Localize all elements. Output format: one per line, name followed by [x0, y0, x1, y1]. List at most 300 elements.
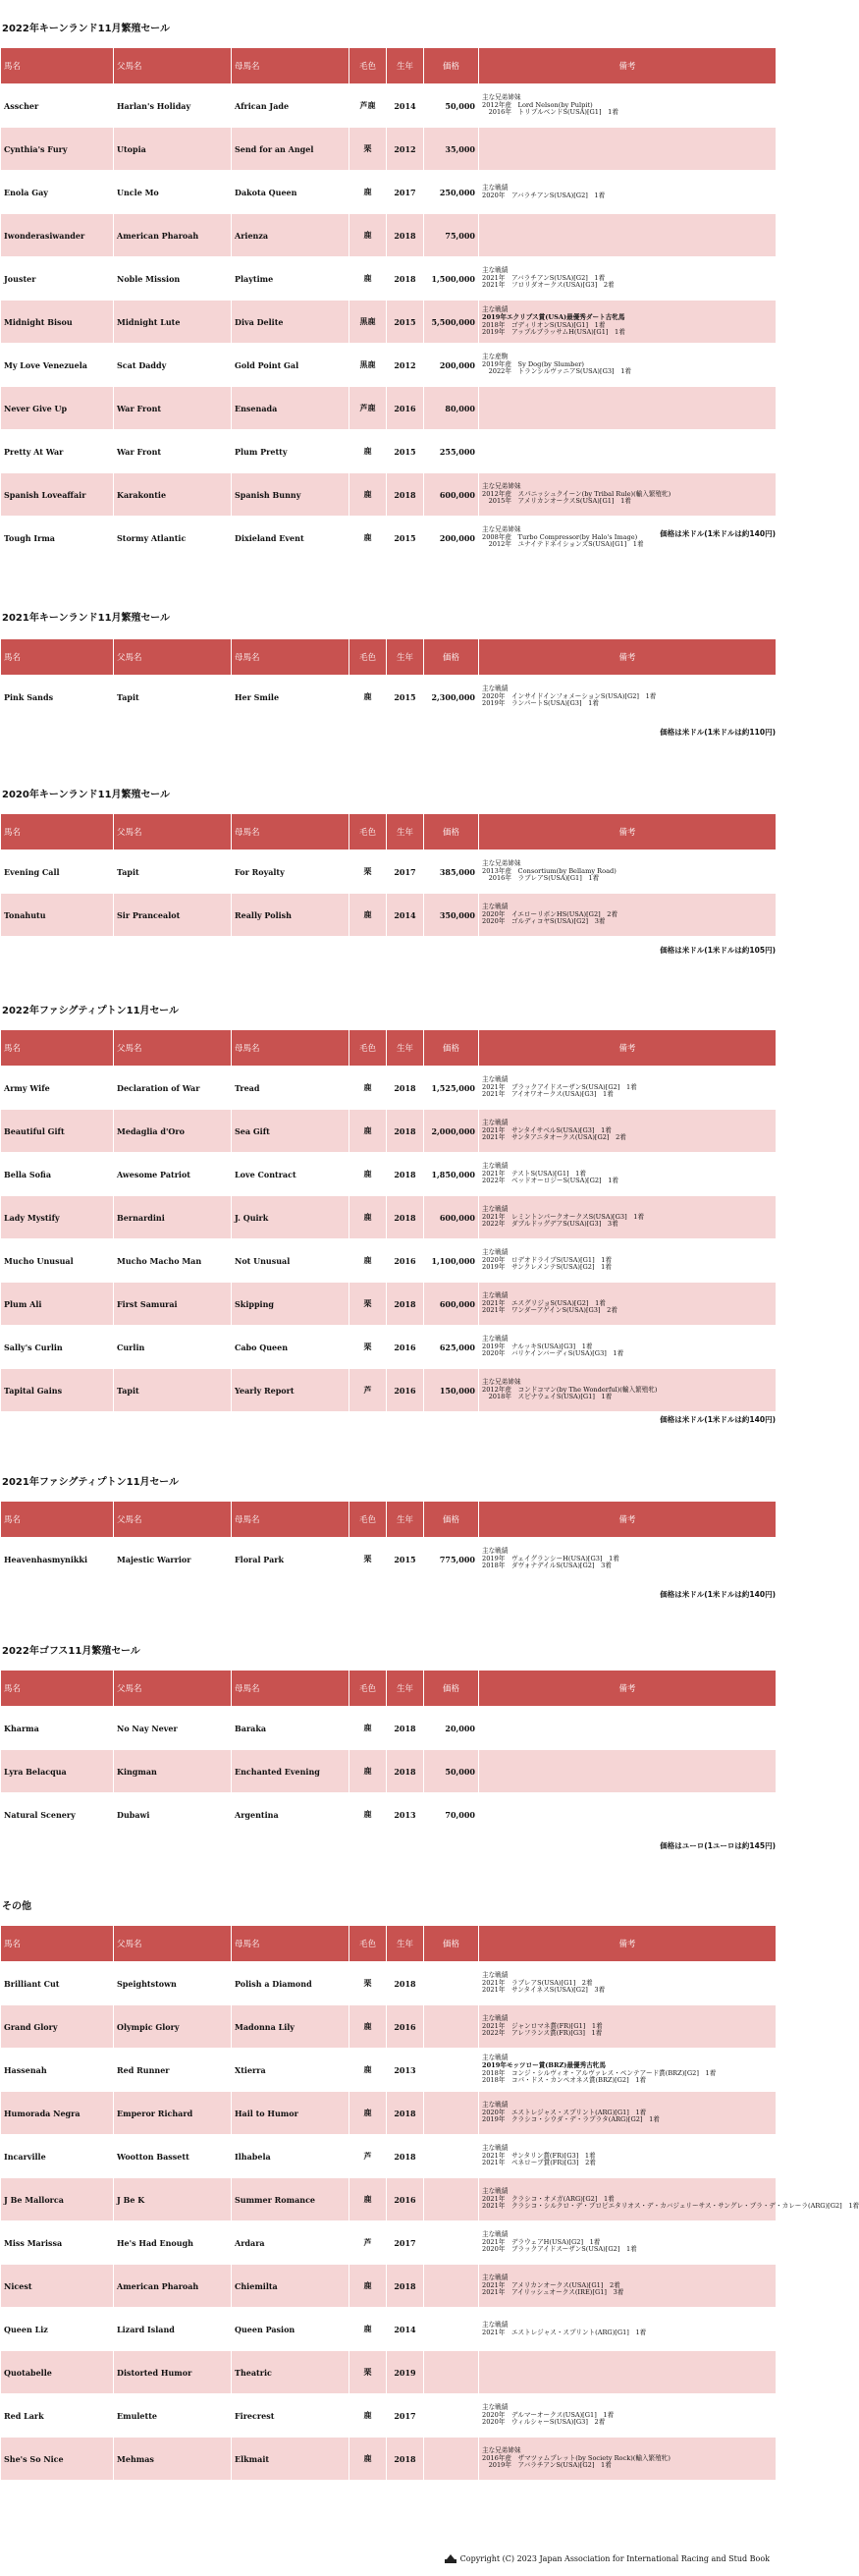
horse-name-cell: Quotabelle [1, 2351, 114, 2394]
table-row [1, 2308, 777, 2351]
price-cell: 1,525,000 [424, 1067, 479, 1110]
notes-line: 2021年 ラブレアS(USA)[G1] 2着 [482, 1978, 593, 1987]
notes-cell [479, 128, 777, 171]
birth-year-cell: 2015 [387, 517, 424, 560]
notes-cell [479, 1196, 777, 1239]
horse-name-cell: Lyra Belacqua [1, 1750, 114, 1793]
birth-year-cell: 2015 [387, 430, 424, 473]
horse-name-cell: Cynthia's Fury [1, 128, 114, 171]
notes-cell [479, 257, 777, 301]
header-row [1, 639, 777, 676]
dam-cell: Hail to Humor [232, 2092, 349, 2135]
table-row [1, 2092, 777, 2135]
birth-year-cell: 2014 [387, 2308, 424, 2351]
coat-color-cell: 鹿 [349, 2394, 387, 2438]
notes-line: 2019年産 Sy Dog(by Slumber) [482, 359, 584, 368]
dam-cell: Cabo Queen [232, 1326, 349, 1369]
horse-name-cell: Bella Sofia [1, 1153, 114, 1196]
header-year: 生年 [387, 1671, 424, 1707]
birth-year-cell: 2018 [387, 2092, 424, 2135]
notes-line: 2019年モッツロー賞(BRZ)最優秀古牝馬 [482, 2060, 606, 2069]
sire-cell: Speightstown [114, 1962, 232, 2005]
notes-line: 2021年 アイリッシュオークス(IRE)[G1] 3着 [482, 2288, 624, 2297]
header-dam: 母馬名 [232, 1671, 349, 1707]
birth-year-cell: 2015 [387, 301, 424, 344]
coat-color-cell: 鹿 [349, 1750, 387, 1793]
header-price: 価格 [424, 1926, 479, 1962]
notes-line: 2019年 アバラチアンS(USA)[G2] 1着 [482, 2461, 612, 2470]
header-horse-name: 馬名 [1, 814, 114, 850]
dam-cell: Not Unusual [232, 1239, 349, 1283]
notes-line: 2019年 ナルッキS(USA)[G3] 1着 [482, 1342, 593, 1350]
price-cell: 385,000 [424, 850, 479, 894]
dam-cell: Playtime [232, 257, 349, 301]
notes-line: 主な兄弟姉妹 [482, 1377, 521, 1386]
table-row [1, 2221, 777, 2265]
notes-line: 2021年 アメリカンオークス(USA)[G1] 2着 [482, 2280, 620, 2289]
notes-cell [479, 2351, 777, 2394]
table-row [1, 344, 777, 387]
horse-name-cell: Pretty At War [1, 430, 114, 473]
dam-cell: Yearly Report [232, 1369, 349, 1412]
birth-year-cell: 2016 [387, 1369, 424, 1412]
sire-cell: Declaration of War [114, 1067, 232, 1110]
table-row [1, 387, 777, 430]
price-footnote: 価格はユーロ(1ユーロは約145円) [660, 1841, 776, 1850]
coat-color-cell: 黒鹿 [349, 301, 387, 344]
dam-cell: Arienza [232, 214, 349, 257]
price-cell: 1,850,000 [424, 1153, 479, 1196]
price-cell: 775,000 [424, 1538, 479, 1581]
table-row [1, 2049, 777, 2092]
table-row [1, 1196, 777, 1239]
horse-name-cell: Sally's Curlin [1, 1326, 114, 1369]
price-cell [424, 2178, 479, 2221]
notes-line: 2008年産 Turbo Compressor(by Halo's Image) [482, 532, 638, 541]
notes-line: 2021年 デラウェアH(USA)[G2] 1着 [482, 2237, 601, 2246]
table-row [1, 84, 777, 128]
notes-line: 主な戦績 [482, 1247, 509, 1256]
price-cell: 20,000 [424, 1707, 479, 1750]
coat-color-cell: 芦鹿 [349, 387, 387, 430]
notes-line: 主な戦績 [482, 304, 509, 313]
notes-cell [479, 430, 777, 473]
notes-cell [479, 2394, 777, 2438]
notes-line: 2021年 アイオワオークス(USA)[G3] 1着 [482, 1090, 614, 1099]
coat-color-cell: 鹿 [349, 1707, 387, 1750]
notes-cell [479, 2178, 859, 2221]
notes-cell [479, 473, 777, 517]
horse-name-cell: Nicest [1, 2265, 114, 2308]
birth-year-cell: 2019 [387, 2351, 424, 2394]
sire-cell: Uncle Mo [114, 171, 232, 214]
horse-name-cell: Heavenhasmynikki [1, 1538, 114, 1581]
notes-line: 2019年 サンクレメンテS(USA)[G2] 1着 [482, 1263, 612, 1272]
notes-line: 2015年 アメリカンオークスS(USA)[G1] 1着 [482, 497, 631, 506]
notes-line: 2012年 ユナイテドネイションズS(USA)[G1] 1着 [482, 540, 644, 549]
birth-year-cell: 2017 [387, 850, 424, 894]
header-row [1, 1671, 777, 1707]
sire-cell: Medaglia d'Oro [114, 1110, 232, 1153]
horse-name-cell: Jouster [1, 257, 114, 301]
price-footnote: 価格は米ドル(1米ドルは約140円) [660, 529, 776, 538]
header-dam: 母馬名 [232, 48, 349, 84]
notes-line: 2021年 ブラックアイドスーザンS(USA)[G2] 1着 [482, 1082, 637, 1091]
header-year: 生年 [387, 1926, 424, 1962]
header-price: 価格 [424, 1671, 479, 1707]
horse-name-cell: Army Wife [1, 1067, 114, 1110]
sire-cell: Noble Mission [114, 257, 232, 301]
notes-line: 主な戦績 [482, 1334, 509, 1343]
horse-name-cell: Miss Marissa [1, 2221, 114, 2265]
notes-line: 主な兄弟姉妹 [482, 481, 521, 490]
notes-line: 2020年 デルマーオークス(USA)[G1] 1着 [482, 2410, 615, 2419]
sire-cell: Mucho Macho Man [114, 1239, 232, 1283]
horse-name-cell: Brilliant Cut [1, 1962, 114, 2005]
section-title: 2021年ファシグティプトン11月セール [2, 1477, 179, 1488]
notes-line: 2021年 サンタイネスS(USA)[G2] 3着 [482, 1986, 606, 1995]
notes-line: 2013年産 Consortium(by Bellamy Road) [482, 866, 617, 875]
notes-cell [479, 2135, 777, 2178]
header-row [1, 1502, 777, 1538]
header-year: 生年 [387, 814, 424, 850]
notes-line: 主な戦績 [482, 2053, 509, 2061]
sire-cell: Tapit [114, 850, 232, 894]
horse-name-cell: She's So Nice [1, 2438, 114, 2481]
table-row [1, 1326, 777, 1369]
coat-color-cell: 鹿 [349, 2005, 387, 2049]
notes-line: 2020年 アバラチアンS(USA)[G2] 1着 [482, 191, 606, 199]
sire-cell: No Nay Never [114, 1707, 232, 1750]
coat-color-cell: 芦 [349, 1369, 387, 1412]
notes-cell [479, 2092, 777, 2135]
coat-color-cell: 鹿 [349, 257, 387, 301]
notes-cell [479, 894, 777, 937]
notes-line: 2021年 フロリダオークス(USA)[G3] 2着 [482, 281, 615, 290]
table-row [1, 676, 777, 719]
header-price: 価格 [424, 814, 479, 850]
birth-year-cell: 2018 [387, 2265, 424, 2308]
header-year: 生年 [387, 639, 424, 676]
price-cell: 200,000 [424, 517, 479, 560]
birth-year-cell: 2016 [387, 2178, 424, 2221]
header-notes: 備考 [479, 814, 777, 850]
sire-cell: Karakontie [114, 473, 232, 517]
notes-line: 2022年 ベッドオーロジーS(USA)[G2] 1着 [482, 1177, 619, 1185]
header-notes: 備考 [479, 48, 777, 84]
coat-color-cell: 鹿 [349, 676, 387, 719]
horse-name-cell: Tonahutu [1, 894, 114, 937]
section-title: 2022年キーンランド11月繁殖セール [2, 24, 170, 34]
birth-year-cell: 2016 [387, 387, 424, 430]
price-cell [424, 2308, 479, 2351]
header-color: 毛色 [349, 1926, 387, 1962]
notes-line: 2012年産 Lord Nelson(by Pulpit) [482, 100, 593, 109]
birth-year-cell: 2013 [387, 2049, 424, 2092]
sire-cell: First Samurai [114, 1283, 232, 1326]
dam-cell: Diva Delite [232, 301, 349, 344]
notes-cell [479, 1369, 777, 1412]
notes-line: 主な戦績 [482, 1204, 509, 1213]
sale-table [0, 1029, 777, 1412]
price-cell [424, 2438, 479, 2481]
header-year: 生年 [387, 1502, 424, 1538]
table-row [1, 128, 777, 171]
price-cell: 2,300,000 [424, 676, 479, 719]
notes-line: 2020年 ロデオドライブS(USA)[G1] 1着 [482, 1255, 613, 1264]
copyright-text: Copyright (C) 2023 Japan Association for International Racing and Stud Book [459, 2553, 770, 2563]
sire-cell: Utopia [114, 128, 232, 171]
header-color: 毛色 [349, 1030, 387, 1067]
sire-cell: J Be K [114, 2178, 232, 2221]
dam-cell: Chiemilta [232, 2265, 349, 2308]
sire-cell: War Front [114, 430, 232, 473]
coat-color-cell: 栗 [349, 1326, 387, 1369]
notes-line: 主な戦績 [482, 2013, 509, 2022]
dam-cell: Gold Point Gal [232, 344, 349, 387]
notes-line: 主な戦績 [482, 2143, 509, 2152]
birth-year-cell: 2015 [387, 1538, 424, 1581]
header-horse-name: 馬名 [1, 1671, 114, 1707]
notes-line: 2018年 スピナウェイS(USA)[G1] 1着 [482, 1393, 613, 1401]
table-row [1, 894, 777, 937]
price-footnote: 価格は米ドル(1米ドルは約110円) [660, 728, 776, 737]
coat-color-cell: 栗 [349, 1962, 387, 2005]
horse-name-cell: J Be Mallorca [1, 2178, 114, 2221]
sire-cell: Tapit [114, 676, 232, 719]
dam-cell: Theatric [232, 2351, 349, 2394]
horse-name-cell: Iwonderasiwander [1, 214, 114, 257]
sire-cell: Awesome Patriot [114, 1153, 232, 1196]
horse-name-cell: Evening Call [1, 850, 114, 894]
header-notes: 備考 [479, 1030, 777, 1067]
notes-line: 2022年 アレフランス賞(FR)[G3] 1着 [482, 2029, 603, 2038]
dam-cell: Her Smile [232, 676, 349, 719]
notes-cell [479, 2265, 777, 2308]
horse-name-cell: Enola Gay [1, 171, 114, 214]
horse-name-cell: Pink Sands [1, 676, 114, 719]
table-row [1, 2265, 777, 2308]
sale-table [0, 47, 777, 560]
notes-line: 主な戦績 [482, 1546, 509, 1555]
notes-line: 2021年 ジャンロマネ賞(FR)[G1] 1着 [482, 2021, 603, 2030]
header-dam: 母馬名 [232, 1926, 349, 1962]
notes-line: 2018年 コパ・ドス・カンペオネス賞(BRZ)[G2] 1着 [482, 2076, 647, 2085]
notes-cell [479, 2438, 777, 2481]
header-horse-name: 馬名 [1, 48, 114, 84]
birth-year-cell: 2018 [387, 1962, 424, 2005]
horse-name-cell: Queen Liz [1, 2308, 114, 2351]
price-cell: 600,000 [424, 1283, 479, 1326]
notes-line: 主な戦績 [482, 902, 509, 910]
sire-cell: Midnight Lute [114, 301, 232, 344]
coat-color-cell: 芦 [349, 2221, 387, 2265]
price-cell: 625,000 [424, 1326, 479, 1369]
horse-name-cell: Red Lark [1, 2394, 114, 2438]
birth-year-cell: 2018 [387, 473, 424, 517]
birth-year-cell: 2017 [387, 2221, 424, 2265]
coat-color-cell: 鹿 [349, 2438, 387, 2481]
notes-line: 主な戦績 [482, 2273, 509, 2281]
header-dam: 母馬名 [232, 1502, 349, 1538]
birth-year-cell: 2018 [387, 2135, 424, 2178]
notes-line: 2020年 ブラックアイドスーザンS(USA)[G2] 1着 [482, 2245, 637, 2254]
horse-name-cell: Tough Irma [1, 517, 114, 560]
notes-cell [479, 1153, 777, 1196]
notes-cell [479, 1110, 777, 1153]
birth-year-cell: 2014 [387, 894, 424, 937]
dam-cell: Enchanted Evening [232, 1750, 349, 1793]
coat-color-cell: 鹿 [349, 1196, 387, 1239]
sire-cell: Scat Daddy [114, 344, 232, 387]
dam-cell: Madonna Lily [232, 2005, 349, 2049]
section-title: その他 [2, 1901, 31, 1912]
birth-year-cell: 2018 [387, 1110, 424, 1153]
coat-color-cell: 鹿 [349, 1793, 387, 1836]
price-footnote: 価格は米ドル(1米ドルは約140円) [660, 1590, 776, 1599]
price-cell [424, 2351, 479, 2394]
table-row [1, 473, 777, 517]
notes-line: 主な戦績 [482, 2402, 509, 2411]
sire-cell: Kingman [114, 1750, 232, 1793]
notes-line: 主な兄弟姉妹 [482, 2445, 521, 2454]
coat-color-cell: 栗 [349, 1283, 387, 1326]
notes-line: 2021年 エスグリジョS(USA)[G2] 1着 [482, 1298, 606, 1307]
notes-cell [479, 387, 777, 430]
birth-year-cell: 2018 [387, 1750, 424, 1793]
coat-color-cell: 栗 [349, 850, 387, 894]
dam-cell: Baraka [232, 1707, 349, 1750]
notes-cell [479, 1793, 777, 1836]
coat-color-cell: 鹿 [349, 1067, 387, 1110]
coat-color-cell: 栗 [349, 128, 387, 171]
notes-line: 2021年 ワンダーアゲインS(USA)[G3] 2着 [482, 1306, 617, 1315]
coat-color-cell: 鹿 [349, 473, 387, 517]
coat-color-cell: 鹿 [349, 171, 387, 214]
price-cell: 255,000 [424, 430, 479, 473]
table-row [1, 1707, 777, 1750]
coat-color-cell: 芦 [349, 2135, 387, 2178]
price-cell: 250,000 [424, 171, 479, 214]
dam-cell: Summer Romance [232, 2178, 349, 2221]
dam-cell: Polish a Diamond [232, 1962, 349, 2005]
dam-cell: African Jade [232, 84, 349, 128]
jairs-logo-icon [445, 2553, 456, 2563]
sire-cell: American Pharoah [114, 214, 232, 257]
birth-year-cell: 2016 [387, 1326, 424, 1369]
dam-cell: Floral Park [232, 1538, 349, 1581]
header-year: 生年 [387, 48, 424, 84]
notes-cell [479, 2308, 777, 2351]
dam-cell: Love Contract [232, 1153, 349, 1196]
horse-name-cell: Midnight Bisou [1, 301, 114, 344]
horse-name-cell: Humorada Negra [1, 2092, 114, 2135]
coat-color-cell: 栗 [349, 2351, 387, 2394]
notes-cell [479, 1962, 777, 2005]
header-row [1, 814, 777, 850]
notes-cell [479, 84, 777, 128]
notes-line: 2020年 ウィルシャーS(USA)[G3] 2着 [482, 2418, 606, 2427]
birth-year-cell: 2013 [387, 1793, 424, 1836]
table-row [1, 2394, 777, 2438]
notes-line: 2020年 イエローリボンHS(USA)[G2] 2着 [482, 909, 618, 918]
notes-line: 主な産駒 [482, 352, 509, 360]
price-cell: 35,000 [424, 128, 479, 171]
notes-line: 2019年 クラシコ・シウダ・デ・ラプラタ(ARG)[G2] 1着 [482, 2115, 660, 2124]
header-sire: 父馬名 [114, 48, 232, 84]
coat-color-cell: 鹿 [349, 430, 387, 473]
table-row [1, 430, 777, 473]
horse-name-cell: Mucho Unusual [1, 1239, 114, 1283]
coat-color-cell: 鹿 [349, 2265, 387, 2308]
header-row [1, 1030, 777, 1067]
table-row [1, 1110, 777, 1153]
birth-year-cell: 2015 [387, 676, 424, 719]
notes-cell [479, 214, 777, 257]
section-title: 2020年キーンランド11月繁殖セール [2, 790, 170, 800]
dam-cell: Elkmait [232, 2438, 349, 2481]
price-cell: 350,000 [424, 894, 479, 937]
price-cell: 600,000 [424, 1196, 479, 1239]
dam-cell: Sea Gift [232, 1110, 349, 1153]
price-cell [424, 2049, 479, 2092]
notes-line: 主な戦績 [482, 1161, 509, 1170]
section-title: 2022年ファシグティプトン11月セール [2, 1006, 179, 1016]
sire-cell: Distorted Humor [114, 2351, 232, 2394]
table-row [1, 1793, 777, 1836]
coat-color-cell: 鹿 [349, 1153, 387, 1196]
table-row [1, 1067, 777, 1110]
notes-cell [479, 2049, 777, 2092]
price-cell: 50,000 [424, 1750, 479, 1793]
dam-cell: For Royalty [232, 850, 349, 894]
notes-line: 2016年 トリプルベンドS(USA)[G1] 1着 [482, 108, 618, 117]
sale-table [0, 1501, 777, 1581]
price-cell: 1,500,000 [424, 257, 479, 301]
birth-year-cell: 2017 [387, 2394, 424, 2438]
notes-line: 主な戦績 [482, 2100, 509, 2109]
birth-year-cell: 2012 [387, 128, 424, 171]
table-row [1, 2438, 777, 2481]
sire-cell: He's Had Enough [114, 2221, 232, 2265]
notes-line: 主な戦績 [482, 1290, 509, 1299]
notes-cell [479, 344, 777, 387]
notes-line: 主な兄弟姉妹 [482, 858, 521, 867]
notes-line: 主な戦績 [482, 1118, 509, 1126]
header-price: 価格 [424, 639, 479, 676]
notes-line: 2021年 サンタイサベルS(USA)[G3] 1着 [482, 1125, 612, 1134]
notes-cell [479, 1326, 777, 1369]
price-cell [424, 1962, 479, 2005]
header-color: 毛色 [349, 48, 387, 84]
header-dam: 母馬名 [232, 639, 349, 676]
birth-year-cell: 2018 [387, 1196, 424, 1239]
table-row [1, 1283, 777, 1326]
header-sire: 父馬名 [114, 1030, 232, 1067]
price-cell: 200,000 [424, 344, 479, 387]
price-cell: 150,000 [424, 1369, 479, 1412]
dam-cell: Dakota Queen [232, 171, 349, 214]
horse-name-cell: Grand Glory [1, 2005, 114, 2049]
header-notes: 備考 [479, 1502, 777, 1538]
birth-year-cell: 2018 [387, 1067, 424, 1110]
price-cell [424, 2265, 479, 2308]
notes-cell [479, 1538, 777, 1581]
table-row [1, 171, 777, 214]
sire-cell: American Pharoah [114, 2265, 232, 2308]
header-horse-name: 馬名 [1, 639, 114, 676]
coat-color-cell: 鹿 [349, 214, 387, 257]
